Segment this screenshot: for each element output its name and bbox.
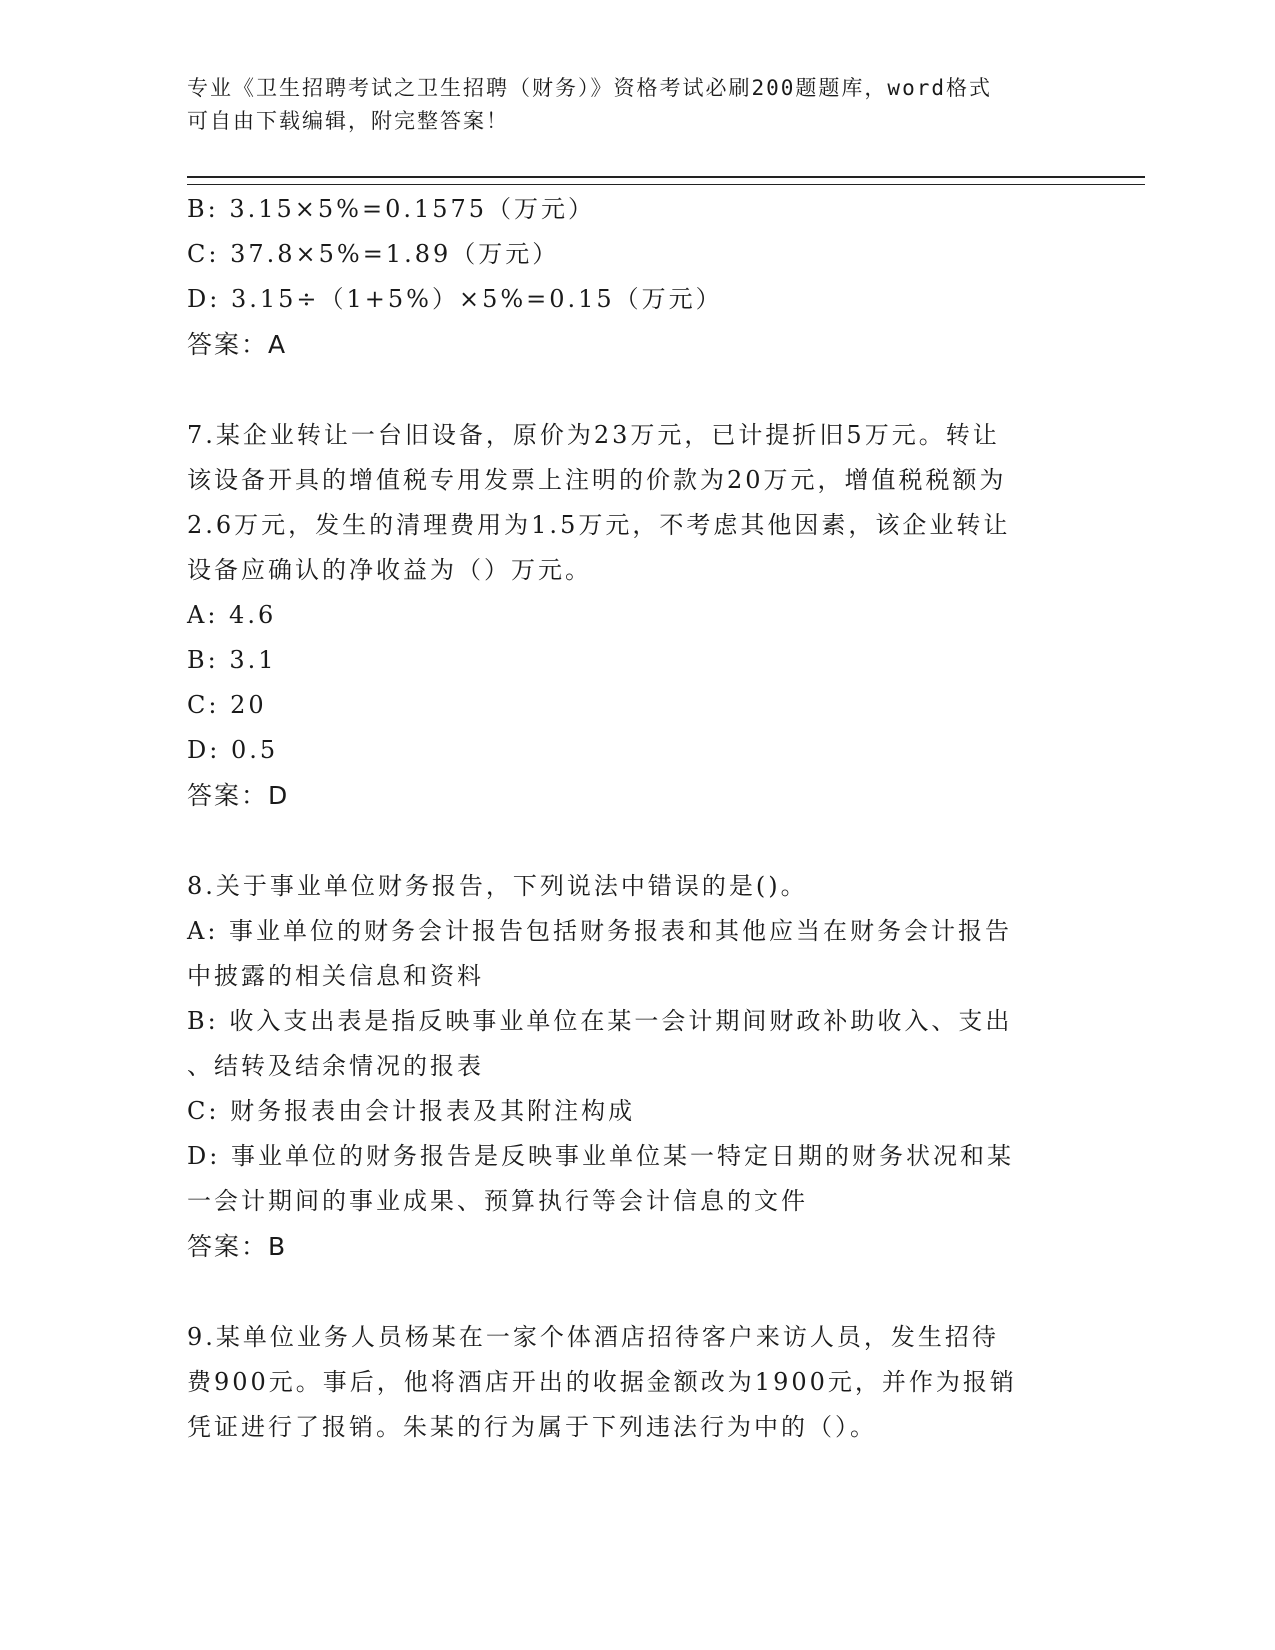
question-stem-line: 该设备开具的增值税专用发票上注明的价款为20万元，增值税税额为 [187, 466, 1007, 494]
previous-question-block [187, 187, 1087, 367]
option-c: C: 20 [187, 691, 267, 719]
document-body [187, 187, 1087, 1450]
option-d: D: 0.5 [187, 736, 279, 764]
document-header [187, 72, 1087, 138]
option-b: B: 收入支出表是指反映事业单位在某一会计期间财政补助收入、支出 [187, 1007, 1013, 1035]
header-line-2: 可自由下载编辑，附完整答案！ [187, 109, 509, 133]
option-d-continued: 一会计期间的事业成果、预算执行等会计信息的文件 [187, 1187, 808, 1215]
option-c: C: 财务报表由会计报表及其附注构成 [187, 1097, 636, 1125]
answer-line: 答案：D [187, 781, 290, 810]
question-stem-line: 2.6万元，发生的清理费用为1.5万元，不考虑其他因素，该企业转让 [187, 511, 1011, 539]
question-stem-line: 8.关于事业单位财务报告，下列说法中错误的是()。 [187, 872, 808, 900]
option-a: A: 4.6 [187, 601, 277, 629]
option-b-continued: 、结转及结余情况的报表 [187, 1052, 484, 1080]
question-stem-line: 9.某单位业务人员杨某在一家个体酒店招待客户来访人员，发生招待 [187, 1323, 999, 1351]
option-d: D: 事业单位的财务报告是反映事业单位某一特定日期的财务状况和某 [187, 1142, 1014, 1170]
question-9 [187, 1315, 1087, 1450]
question-stem-line: 凭证进行了报销。朱某的行为属于下列违法行为中的（）。 [187, 1413, 877, 1441]
option-a-continued: 中披露的相关信息和资料 [187, 962, 484, 990]
option-d: D: 3.15÷（1+5%）×5%=0.15（万元） [187, 285, 723, 313]
question-stem-line: 费900元。事后，他将酒店开出的收据金额改为1900元，并作为报销 [187, 1368, 1017, 1396]
answer-line: 答案：A [187, 330, 288, 359]
option-c: C: 37.8×5%=1.89（万元） [187, 240, 560, 268]
header-line-1: 专业《卫生招聘考试之卫生招聘（财务）》资格考试必刷200题题库，word格式 [187, 76, 992, 100]
answer-line: 答案：B [187, 1232, 288, 1261]
option-a: A: 事业单位的财务会计报告包括财务报表和其他应当在财务会计报告 [187, 917, 1013, 945]
option-b: B: 3.15×5%=0.1575（万元） [187, 195, 596, 223]
option-b: B: 3.1 [187, 646, 277, 674]
question-7 [187, 413, 1087, 818]
header-divider [187, 176, 1145, 185]
question-stem-line: 7.某企业转让一台旧设备，原价为23万元，已计提折旧5万元。转让 [187, 421, 1000, 449]
question-8 [187, 864, 1087, 1269]
question-stem-line: 设备应确认的净收益为（）万元。 [187, 556, 592, 584]
